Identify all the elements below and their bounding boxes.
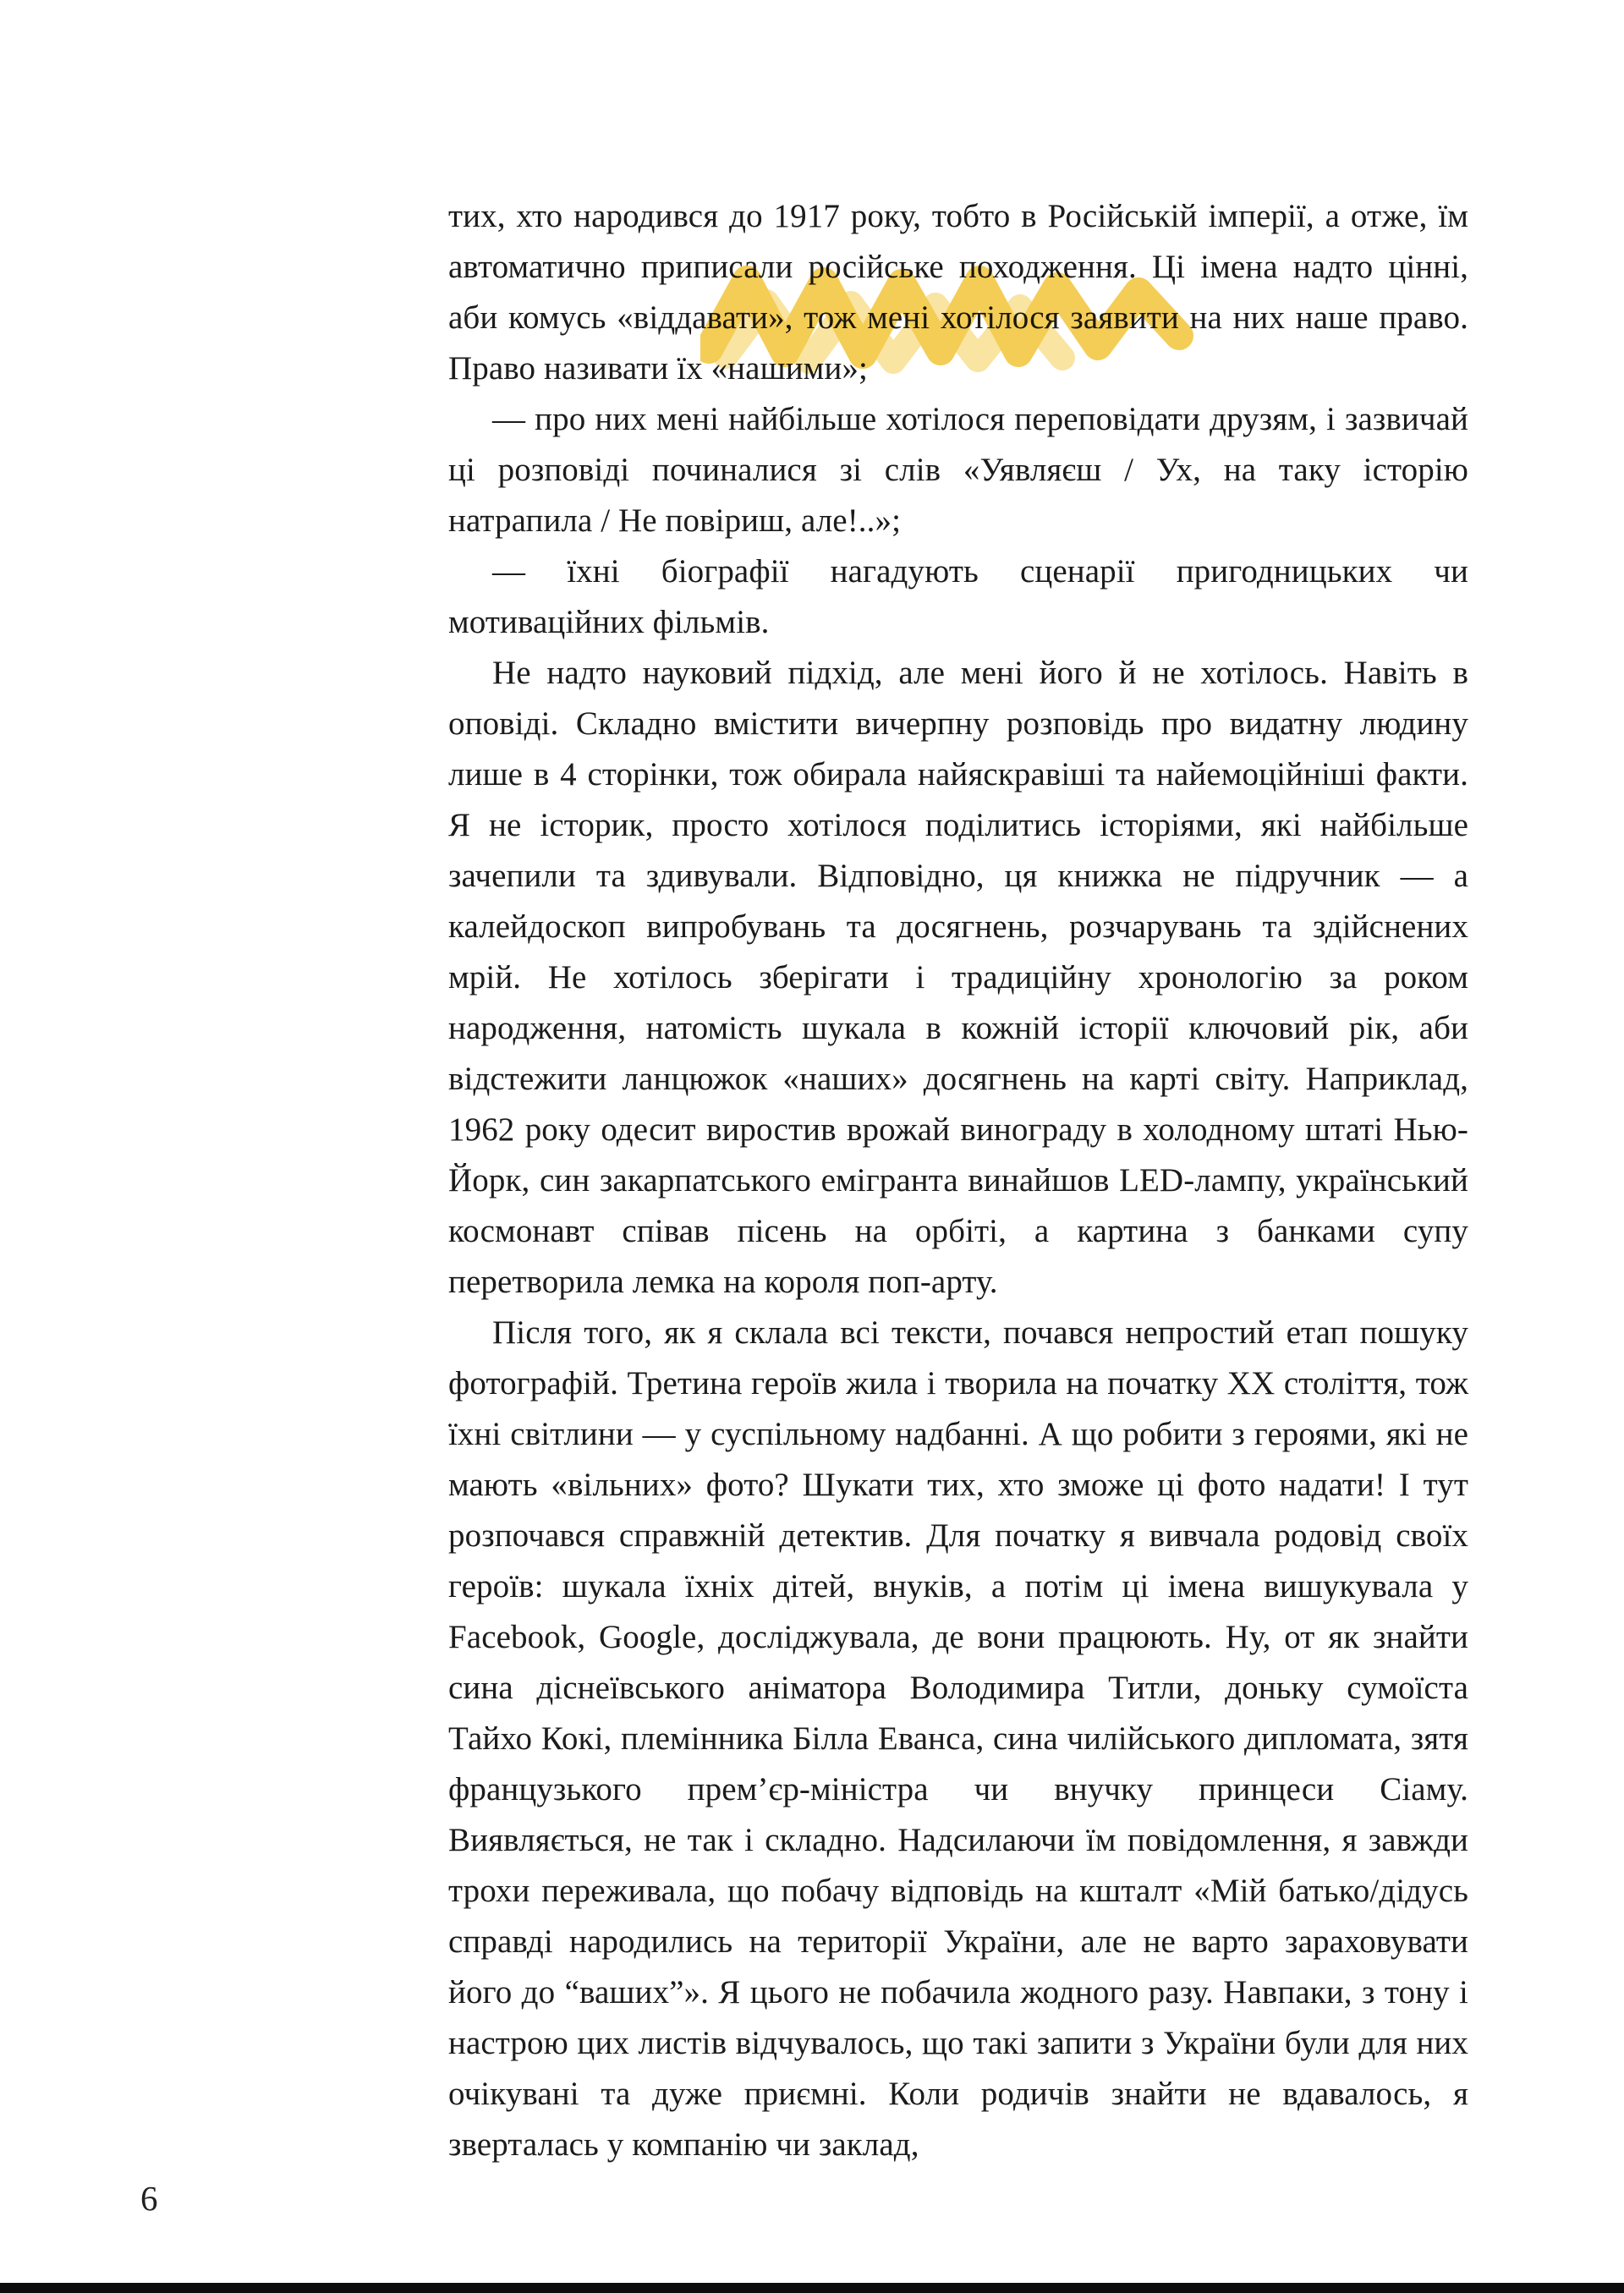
paragraph: Не надто науковий підхід, але мені його й не хотілось. Навіть в оповіді. Складно вмістити вичерпну розповідь про видатну людину лише в 4 сторінки, тож обирала найяскравіші та найемоційніші факти. Я не історик, просто хотілося поділитись історіями, які найбільше зачепили та здивували. Відповідно, ця книжка не підручник — а калейдоскоп випробувань та досягнень, розчарувань та здійснених мрій. Не хотілось зберігати і традиційну хронологію за роком народження, натомість шукала в кожній історії ключовий рік, аби відстежити ланцюжок «наших» досягнень на карті світу. Наприклад, 1962 року одесит виростив врожай винограду в холодному штаті Нью-Йорк, син закарпатського емігранта винайшов LED-лампу, український космонавт співав пісень на орбіті, а картина з банками супу перетворила лемка на короля поп-арту. xyxy=(448,655,1468,1300)
paragraph: Після того, як я склала всі тексти, почався непростий етап пошуку фотографій. Третина героїв жила і творила на початку XX століття, тож їхні світлини — у суспільному надбанні. А що робити з героями, які не мають «вільних» фото? Шукати тих, хто зможе ці фото надати! І тут розпочався справжній детектив. Для початку я вивчала родовід своїх героїв: шукала їхніх дітей, внуків, а потім ці імена вишукувала у Facebook, Google, досліджувала, де вони працюють. Ну, от як знайти сина діснеївського аніматора Володимира Титли, доньку сумоїста Тайхо Кокі, племінника Білла Еванса, сина чилійського дипломата, зятя французького прем’єр-міністра чи внучку принцеси Сіаму. Виявляється, не так і складно. Надсилаючи їм повідомлення, я завжди трохи переживала, що побачу відповідь на кшталт «Мій батько/дідусь справді народились на території України, але не варто зараховувати його до “ваших”». Я цього не побачила жодного разу. Навпаки, з тону і настрою цих листів відчувалось, що такі запити з України були для них очікувані та дуже приємні. Коли родичів знайти не вдавалось, я зверталась у компанію чи заклад, xyxy=(448,1314,1468,2163)
paragraph-list-item: — їхні біографії нагадують сценарії пригодницьких чи мотиваційних фільмів. xyxy=(448,553,1468,640)
scan-bottom-edge xyxy=(0,2283,1624,2293)
body-text xyxy=(448,191,1468,2170)
paragraph-list-item: — про них мені найбільше хотілося переповідати друзям, і зазвичай ці розповіді починалися зі слів «Уявляєш / Ух, на таку історію натрапила / Не повіриш, але!..»; xyxy=(448,401,1468,539)
paragraph: тих, хто народився до 1917 року, тобто в Російській імперії, а отже, їм автоматично приписали російське походження. Ці імена надто цінні, аби комусь «віддавати», тож мені хотілося заявити на них наше право. Право називати їх «нашими»; xyxy=(448,198,1468,387)
page-number: 6 xyxy=(140,2179,158,2218)
